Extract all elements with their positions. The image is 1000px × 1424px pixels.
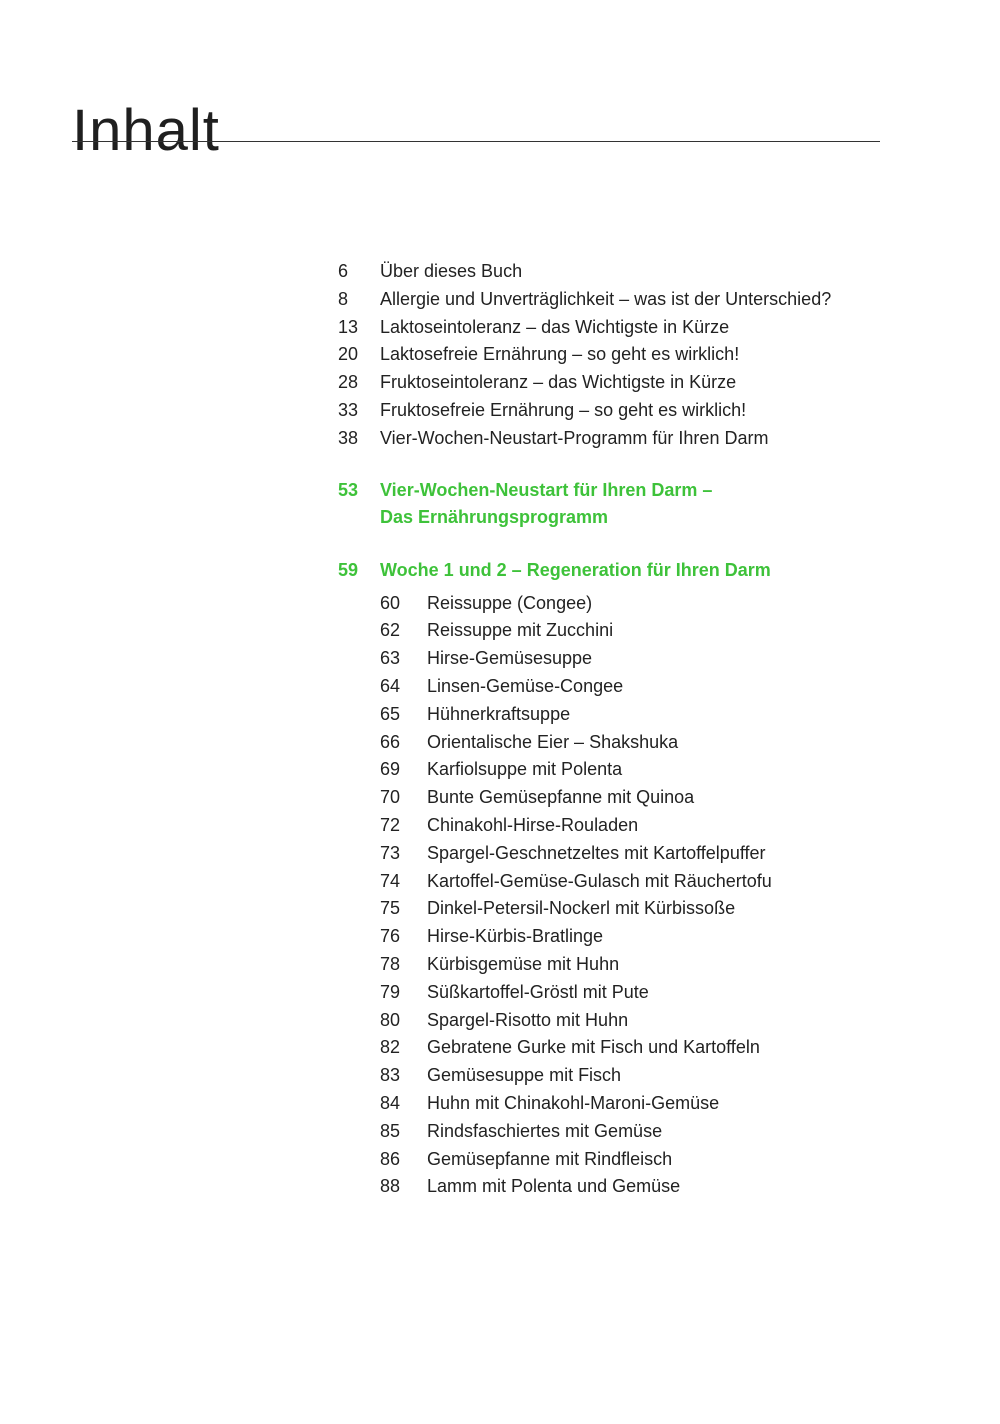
title-divider	[72, 141, 880, 142]
toc-entry-title: Laktoseintoleranz – das Wichtigste in Kürze	[380, 316, 730, 337]
toc-entry-title: Allergie und Unverträglichkeit – was ist der Unterschied?	[380, 288, 832, 309]
toc-recipe-entry[interactable]	[380, 590, 898, 618]
toc-page-number: 82	[380, 1037, 401, 1058]
table-of-contents	[338, 258, 898, 1201]
toc-page-number: 8	[338, 288, 349, 309]
toc-page-number: 75	[380, 898, 401, 919]
toc-page-number: 6	[338, 261, 349, 281]
toc-recipe-entry[interactable]	[380, 923, 898, 951]
toc-entry-title: Chinakohl-Hirse-Rouladen	[427, 814, 639, 835]
toc-page-number: 79	[380, 981, 401, 1002]
toc-page-number: 80	[380, 1009, 401, 1030]
toc-entry[interactable]	[338, 258, 898, 286]
toc-entry-title: Fruktoseintoleranz – das Wichtigste in Kürze	[380, 372, 737, 393]
toc-entry-title: Hühnerkraftsuppe	[427, 703, 571, 724]
toc-entry-title: Fruktosefreie Ernährung – so geht es wirklich!	[380, 399, 747, 420]
toc-page-number: 84	[380, 1092, 401, 1113]
toc-entry-title: Gemüsesuppe mit Fisch	[427, 1065, 622, 1086]
toc-entry[interactable]	[338, 397, 898, 425]
toc-entry-title: Gemüsepfanne mit Rindfleisch	[427, 1148, 673, 1169]
toc-entry-title: Hirse-Gemüsesuppe	[427, 648, 593, 669]
toc-week-heading[interactable]	[338, 557, 898, 584]
toc-page-number: 65	[380, 703, 401, 724]
toc-page-number: 62	[380, 620, 401, 641]
toc-entry[interactable]	[338, 314, 898, 342]
toc-week-title: Woche 1 und 2 – Regeneration für Ihren Darm	[380, 559, 771, 580]
toc-recipe-entry[interactable]	[380, 1034, 898, 1062]
toc-page-number: 60	[380, 592, 401, 613]
toc-page-number: 70	[380, 787, 401, 808]
toc-entry-title: Hirse-Kürbis-Bratlinge	[427, 926, 604, 947]
toc-page-number: 73	[380, 842, 401, 863]
toc-recipe-entry[interactable]	[380, 868, 898, 896]
toc-section-title-line1: Vier-Wochen-Neustart für Ihren Darm –	[380, 479, 713, 500]
toc-entry-title: Gebratene Gurke mit Fisch und Kartoffeln	[427, 1037, 760, 1058]
toc-recipe-entry[interactable]	[380, 1007, 898, 1035]
recipe-entries	[338, 590, 898, 1202]
toc-entry-title: Spargel-Geschnetzeltes mit Kartoffelpuffer	[427, 842, 766, 863]
toc-entry-title: Kartoffel-Gemüse-Gulasch mit Räuchertofu	[427, 870, 772, 891]
toc-entry[interactable]	[338, 369, 898, 397]
toc-page-number: 85	[380, 1120, 401, 1141]
toc-entry-title: Vier-Wochen-Neustart-Programm für Ihren Darm	[380, 427, 769, 448]
toc-entry[interactable]	[338, 341, 898, 369]
toc-entry-title: Orientalische Eier – Shakshuka	[427, 731, 679, 752]
toc-recipe-entry[interactable]	[380, 1146, 898, 1174]
toc-entry-title: Über dieses Buch	[380, 261, 523, 281]
intro-entries	[338, 258, 898, 453]
toc-section-page: 53	[338, 479, 359, 500]
toc-page-number: 28	[338, 372, 359, 393]
toc-recipe-entry[interactable]	[380, 617, 898, 645]
toc-section-heading[interactable]	[338, 477, 898, 531]
toc-recipe-entry[interactable]	[380, 1173, 898, 1201]
toc-recipe-entry[interactable]	[380, 979, 898, 1007]
toc-page-number: 83	[380, 1065, 401, 1086]
toc-entry-title: Dinkel-Petersil-Nockerl mit Kürbissoße	[427, 898, 736, 919]
toc-page-number: 88	[380, 1176, 401, 1197]
toc-recipe-entry[interactable]	[380, 1118, 898, 1146]
toc-page-number: 66	[380, 731, 401, 752]
toc-page-number: 76	[380, 926, 401, 947]
toc-entry-title: Bunte Gemüsepfanne mit Quinoa	[427, 787, 695, 808]
toc-recipe-entry[interactable]	[380, 784, 898, 812]
toc-page-number: 86	[380, 1148, 401, 1169]
toc-entry-title: Reissuppe mit Zucchini	[427, 620, 614, 641]
toc-recipe-entry[interactable]	[380, 1062, 898, 1090]
toc-recipe-entry[interactable]	[380, 645, 898, 673]
toc-recipe-entry[interactable]	[380, 756, 898, 784]
toc-recipe-entry[interactable]	[380, 840, 898, 868]
toc-page-number: 20	[338, 344, 359, 365]
toc-recipe-entry[interactable]	[380, 812, 898, 840]
toc-entry-title: Lamm mit Polenta und Gemüse	[427, 1176, 681, 1197]
page-title: Inhalt	[72, 97, 220, 163]
toc-section-title-line2: Das Ernährungsprogramm	[380, 506, 609, 527]
toc-entry[interactable]	[338, 425, 898, 453]
toc-entry-title: Rindsfaschiertes mit Gemüse	[427, 1120, 663, 1141]
toc-page-number: 74	[380, 870, 401, 891]
toc-recipe-entry[interactable]	[380, 701, 898, 729]
toc-page-number: 38	[338, 427, 359, 448]
toc-week-page: 59	[338, 559, 359, 580]
toc-recipe-entry[interactable]	[380, 673, 898, 701]
toc-recipe-entry[interactable]	[380, 895, 898, 923]
toc-entry[interactable]	[338, 286, 898, 314]
toc-entry-title: Karfiolsuppe mit Polenta	[427, 759, 623, 780]
toc-page-number: 33	[338, 399, 359, 420]
toc-entry-title: Spargel-Risotto mit Huhn	[427, 1009, 629, 1030]
toc-page-number: 64	[380, 675, 401, 696]
toc-page-number: 63	[380, 648, 401, 669]
toc-entry-title: Linsen-Gemüse-Congee	[427, 675, 624, 696]
toc-recipe-entry[interactable]	[380, 1090, 898, 1118]
toc-recipe-entry[interactable]	[380, 951, 898, 979]
toc-page-number: 78	[380, 953, 401, 974]
toc-entry-title: Huhn mit Chinakohl-Maroni-Gemüse	[427, 1092, 720, 1113]
toc-page-number: 13	[338, 316, 359, 337]
toc-page-number: 72	[380, 814, 401, 835]
toc-entry-title: Kürbisgemüse mit Huhn	[427, 953, 620, 974]
toc-recipe-entry[interactable]	[380, 729, 898, 757]
toc-entry-title: Laktosefreie Ernährung – so geht es wirklich!	[380, 344, 740, 365]
toc-page-number: 69	[380, 759, 401, 780]
toc-entry-title: Reissuppe (Congee)	[427, 592, 593, 613]
toc-entry-title: Süßkartoffel-Gröstl mit Pute	[427, 981, 649, 1002]
